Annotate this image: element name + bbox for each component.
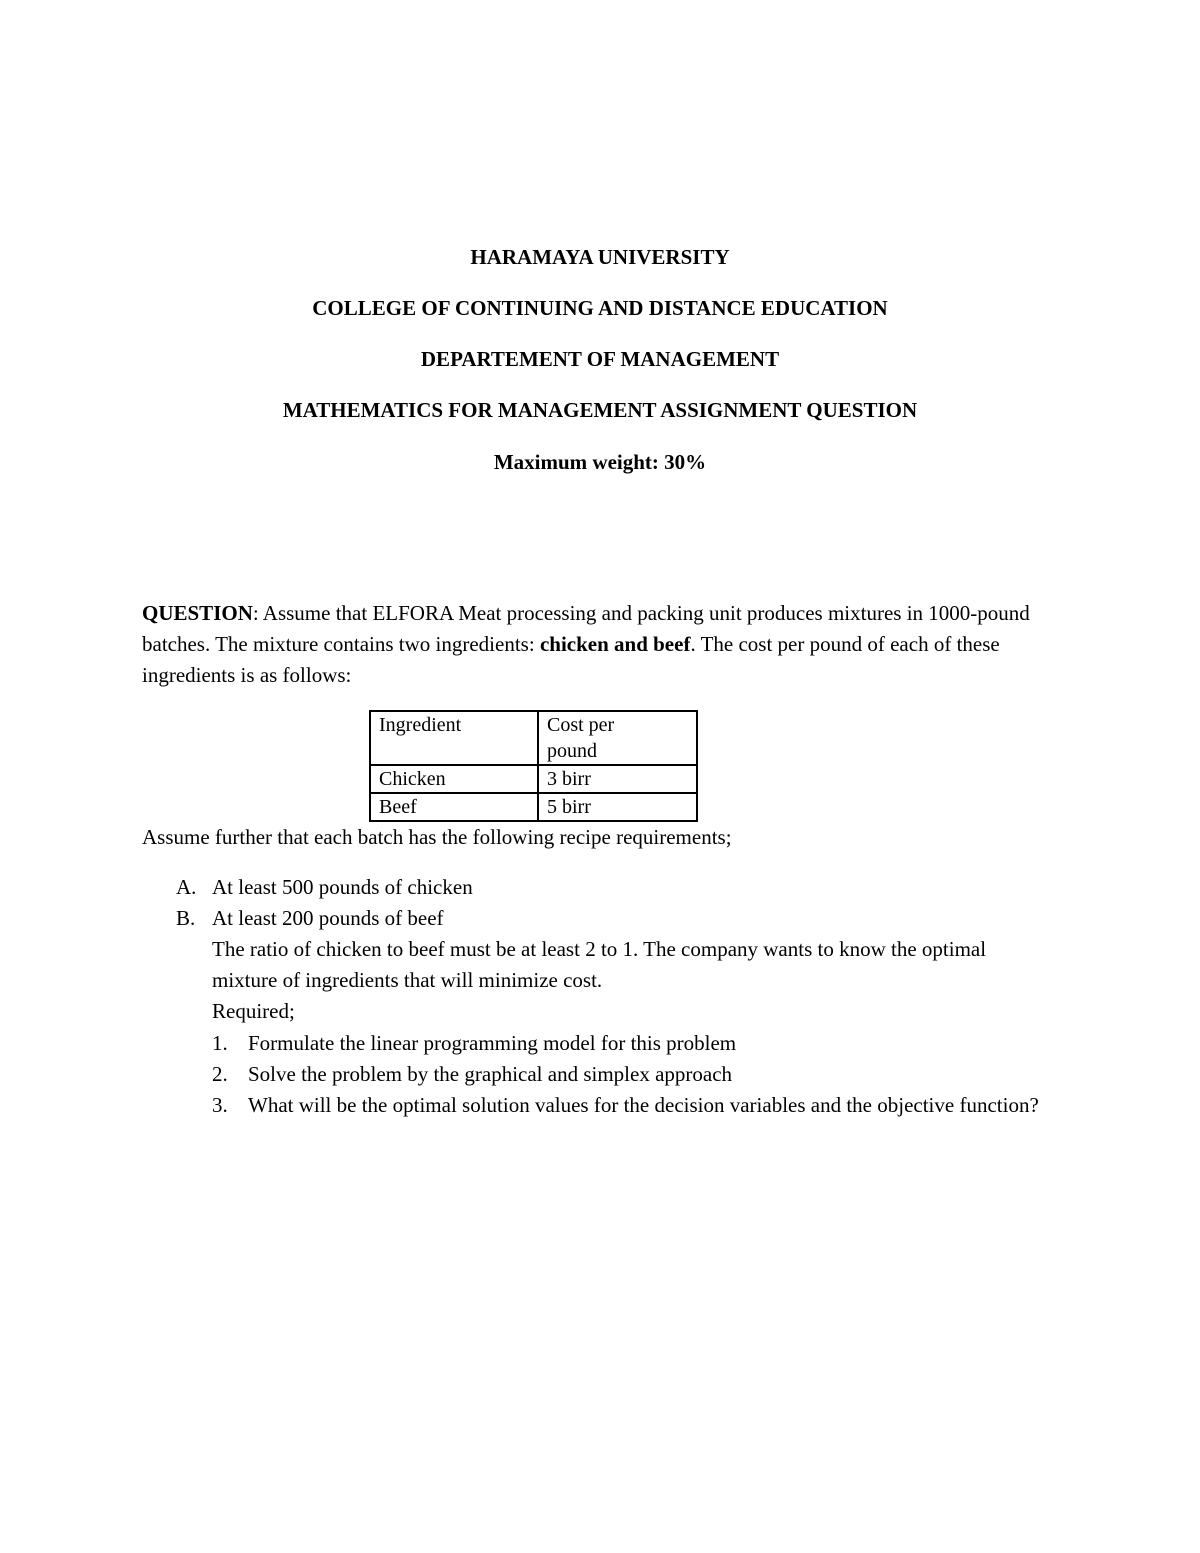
table-row (370, 765, 697, 793)
college-name: COLLEGE OF CONTINUING AND DISTANCE EDUCATION (312, 296, 888, 320)
department-name: DEPARTEMENT OF MANAGEMENT (420, 347, 780, 371)
cost-table (369, 710, 698, 822)
maximum-weight: Maximum weight: 30% (493, 450, 707, 474)
question-text-b: . The cost per pound of each of these ingredients is as follows: (142, 632, 1000, 687)
requirement-marker: A. (176, 875, 197, 899)
table-cell: 3 birr (538, 765, 697, 793)
task-item: What will be the optimal solution values for the decision variables and the objective function? (248, 1093, 1039, 1117)
task-item: Solve the problem by the graphical and simplex approach (248, 1062, 733, 1086)
table-header-row (370, 711, 697, 765)
question-ingredients: chicken and beef (539, 632, 691, 656)
table-header-cell: Ingredient (370, 711, 538, 765)
table-header-cell: Cost per pound (538, 711, 697, 765)
task-marker: 3. (212, 1093, 228, 1117)
university-name: HARAMAYA UNIVERSITY (470, 245, 730, 269)
task-marker: 1. (212, 1031, 228, 1055)
table-row (370, 793, 697, 821)
required-label: Required; (212, 999, 295, 1023)
assume-paragraph: Assume further that each batch has the following recipe requirements; (142, 825, 732, 849)
ratio-paragraph: The ratio of chicken to beef must be at least 2 to 1. The company wants to know the optimal mixture of ingredients that will minimize cost. (212, 937, 987, 992)
requirement-item: At least 200 pounds of beef (212, 906, 444, 930)
requirement-item: At least 500 pounds of chicken (212, 875, 473, 899)
table-cell: 5 birr (538, 793, 697, 821)
question-label: QUESTION (142, 601, 253, 625)
requirement-marker: B. (176, 906, 196, 930)
task-item: Formulate the linear programming model for this problem (248, 1031, 737, 1055)
question-paragraph (142, 598, 1042, 691)
task-marker: 2. (212, 1062, 228, 1086)
table-cell: Chicken (370, 765, 538, 793)
question-text-a: : Assume that ELFORA Meat processing and packing unit produces mixtures in 1000-pound batches. The mixture contains two ingredients: (142, 601, 1030, 656)
assignment-title: MATHEMATICS FOR MANAGEMENT ASSIGNMENT QUESTION (282, 398, 918, 422)
table-cell: Beef (370, 793, 538, 821)
